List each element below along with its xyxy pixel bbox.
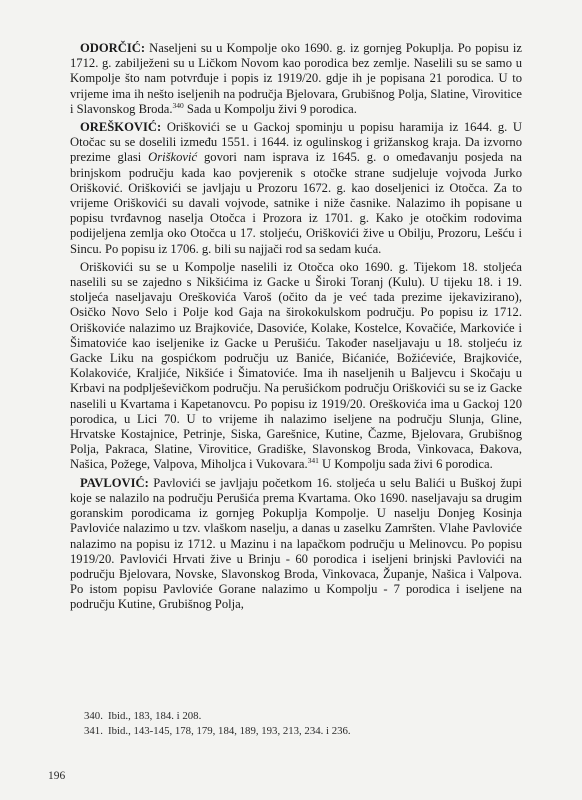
- entry-pavlovic: [70, 476, 522, 613]
- surname-heading: ODORČIĆ:: [80, 41, 146, 55]
- paragraph-text: govori nam isprava iz 1645. g. o omeđavanju posjeda na brinjskom području kada kao povjerenik s otočke strane sudjeluje vojvoda Jurko Orišković. Oriškovići se javljaju u Prozoru 1672. g. kao doseljenici iz Otočca. Za to vrijeme Oriškovići su davali vojvode, satnike i niže časnike. Nalazimo ih popisane u popisu tvrđavnog naselja Otočca i Prozora iz 1701. g. Kako je otočkim rodovima podijeljena zemlja oko Otočca u 17. stoljeću, Oriškovići žive u Obilju, Prozoru, Lešću i Sincu. Po popisu iz 1706. g. bili su najjači rod sa sedam kuća.: [70, 150, 522, 256]
- emphasized-surname: Orišković: [148, 150, 198, 165]
- footnote-text: Ibid., 143-145, 178, 179, 184, 189, 193, 213, 234. i 236.: [108, 725, 351, 737]
- footnotes: [84, 709, 504, 739]
- page-number: 196: [48, 770, 66, 782]
- footnote-number: 341.: [84, 725, 103, 737]
- entry-oreskovic-continued: [70, 260, 522, 473]
- footnote-ref: 341: [307, 456, 319, 466]
- entry-oreskovic: [70, 120, 522, 257]
- footnote-text: Ibid., 183, 184. i 208.: [108, 710, 202, 722]
- entry-odorcic: [70, 41, 522, 117]
- paragraph-text: Oriškovići su se u Kompolje naselili iz Otočca oko 1690. g. Tijekom 18. stoljeća naselili su se zajedno s Nikšićima iz Gacke u Široki Toranj (Kulu). U tijeku 18. i 19. stoljeća naseljavaju Oreškovića Varoš (očito da je već tada prezime ijekavizirano), Osičko Novo Selo i Polje kod Gaja na širokokulskom području. Po popisu iz 1712. Oriškoviće nalazimo uz Brajkoviće, Dasoviće, Kolake, Kostelce, Kovačiće, Markoviće i Šimatoviće kao iseljenike iz Gacke u Perušiću. Također naseljavaju u 18. stoljeću iz Gacke Liku na gospićkom području uz Baniće, Bićaniće, Božićeviće, Brajkoviće, Kolakoviće, Kraljiće, Nikšiće i Šimatoviće. Ima ih naseljenih u Baljevcu i Skočaju u Krbavi na podplješevičkom području. Na perušićkom području Oriškovići su se iz Gacke naselili u Kvartama i Kapetanovcu. Po popisu iz 1919/20. Oreškovića ima u Gackoj 120 porodica, u Lici 70. U to vrijeme ih nalazimo iseljene na području Slunja, Gline, Hrvatske Kostajnice, Petrinje, Siska, Garešnice, Kutine, Čazme, Bjelovara, Grubišnog Polja, Pakraca, Slatine, Virovitice, Gradiške, Slavonskog Broda, Vinkovaca, Đakova, Našica, Požege, Valpova, Miholjca i Vukovara.: [70, 259, 522, 472]
- footnote: [84, 709, 504, 724]
- footnote-number: 340.: [84, 710, 103, 722]
- surname-heading: PAVLOVIĆ:: [80, 475, 149, 490]
- main-text: [70, 41, 522, 616]
- footnote-ref: 340: [172, 100, 184, 110]
- paragraph-text: Pavlovići se javljaju početkom 16. stoljeća u selu Balići u Buškoj župi koje se nalazilo na području Perušića prema Kvartama. Oko 1690. naseljavaju sa drugim goranskim porodicama iz gornjeg Pokuplja Kompolje. U naselju Donjeg Kosinja Pavloviće nalazimo u tzv. vlaškom naselju, a danas u zaselku Zamršten. Vlahe Pavloviće nalazimo na popisu iz 1712. u Mazinu i na lapačkom području u Melinovcu. Po popisu 1919/20. Pavlovići Hrvati žive u Brinju - 60 porodica i iseljeni brinjski Pavlovići na području Bjelovara, Novske, Slavonskog Broda, Vinkovaca, Županje, Našica i Valpova. Po istom popisu Pavloviće Gorane nalazimo u Kompolju - 7 porodica i iseljene na području Kutine, Grubišnog Polja,: [70, 475, 522, 612]
- footnote: [84, 724, 504, 739]
- paragraph-text: Naseljeni su u Kompolje oko 1690. g. iz gornjeg Pokuplja. Po popisu iz 1712. g. zabilježeni su u Ličkom Novom kao porodica bez zemlje. Naselili su se samo u Kompolje što nam potvrđuje i popis iz 1919/20. gdje ih je popisana 21 porodica. U to vrijeme ima ih nešto iseljenih na područja Bjelovara, Grubišnog Polja, Slatine, Virovitice i Slavonskog Broda.: [70, 41, 522, 116]
- paragraph-text: U Kompolju sada živi 6 porodica.: [318, 457, 493, 472]
- paragraph-text: Sada u Kompolju živi 9 porodica.: [183, 101, 357, 116]
- paragraph-text: Oriškovići se u Gackoj spominju u popisu haramija iz 1644. g. U Otočac su se doselili između 1551. i 1644. iz ogulinskog i grižanskog kraja. Da izvorno prezime glasi: [70, 120, 522, 165]
- surname-heading: OREŠKOVIĆ:: [80, 120, 162, 135]
